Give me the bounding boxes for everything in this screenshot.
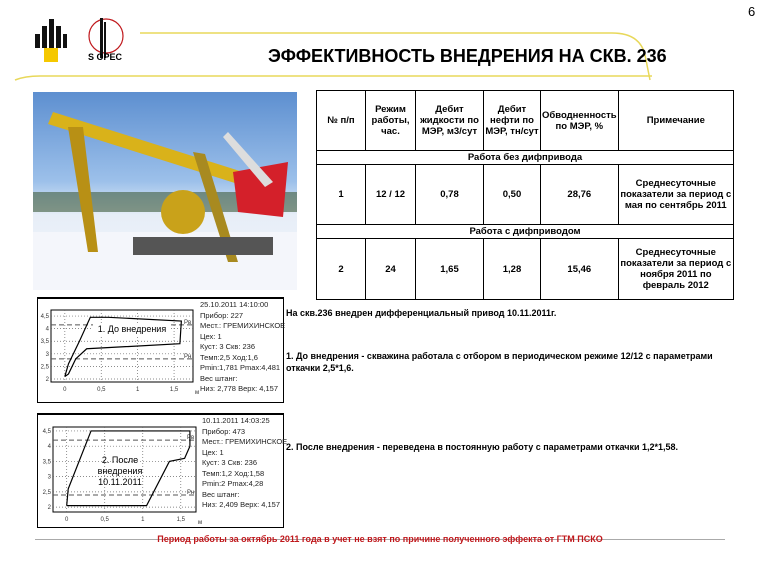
info-line: Цех: 1 (202, 447, 224, 457)
y-tick-label: 3 (47, 474, 51, 481)
y-tick-label: 3,5 (42, 459, 51, 466)
page-title: ЭФФЕКТИВНОСТЬ ВНЕДРЕНИЯ НА СКВ. 236 (268, 46, 667, 66)
info-line: Куст: 3 Скв: 236 (200, 342, 256, 351)
header-cell: Обводненность по МЭР, % (541, 91, 619, 151)
header-cell: Дебит жидкости по МЭР, м3/сут (416, 91, 484, 151)
sinopec-logo (82, 14, 128, 67)
cell: 1 (317, 165, 366, 225)
cell: 0,78 (416, 165, 484, 225)
y-tick-label: 3,5 (40, 339, 49, 346)
chart-info (200, 300, 285, 395)
info-line: Куст: 3 Скв: 236 (202, 458, 258, 467)
x-tick-label: 0,5 (97, 387, 106, 393)
x-tick-label: 0 (63, 387, 67, 393)
y-tick-label: 4,5 (42, 428, 51, 435)
y-tick-label: 2 (47, 505, 51, 512)
x-tick-label: 1,5 (176, 517, 185, 523)
svg-text:S OPEC: S OPEC (88, 52, 123, 62)
y-tick-label: 4,5 (40, 314, 49, 321)
info-line: Прибор: 473 (202, 426, 246, 436)
info-line: 25.10.2011 14:10:00 (200, 300, 269, 309)
efficiency-table (316, 90, 734, 300)
info-line: Темп:1,2 Ход:1,58 (202, 468, 265, 478)
table-row (317, 165, 734, 225)
page-number: 6 (748, 4, 756, 19)
y-tick-label: 2 (45, 376, 49, 383)
chart-caption: 2. После внедрения 10.11.2011 (97, 455, 143, 487)
header-cell: Дебит нефти по МЭР, тн/сут (484, 91, 541, 151)
info-line: Прибор: 227 (200, 310, 244, 320)
x-tick-label: 0 (65, 517, 69, 523)
chart-info (202, 416, 287, 511)
header-cell: Примечание (618, 91, 733, 151)
footer-note: Период работы за октябрь 2011 года в учет не взят по причине полученного эффекта от ГТМ ПСКО (157, 534, 603, 544)
info-line: Цех: 1 (200, 331, 222, 341)
cell: 15,46 (541, 239, 619, 300)
dynamogram-before (37, 297, 284, 403)
section-label: Работа без дифпривода (317, 151, 734, 165)
cell: 24 (366, 239, 416, 300)
y-tick-label: 2,5 (42, 489, 51, 496)
section-label: Работа с дифприводом (317, 225, 734, 239)
info-line: Pmin:1,781 Pmax:4,481 (200, 363, 281, 372)
after-text: 2. После внедрения - переведена в постоянную работу с параметрами откачки 1,2*1,58. (286, 442, 679, 452)
x-tick-label: 1,5 (169, 387, 179, 393)
cell: 1,65 (416, 239, 484, 300)
info-line: Вес штанг: (202, 489, 240, 499)
y-tick-label: 2,5 (40, 364, 49, 371)
info-line: Мест.: ГРЕМИХИНСКОЕ (200, 321, 286, 330)
cell: 2 (317, 239, 366, 300)
x-tick-label: 0,5 (100, 517, 109, 523)
cell: 28,76 (541, 165, 619, 225)
cell: 1,28 (484, 239, 541, 300)
x-tick-label: 1 (135, 387, 140, 393)
table-row (317, 239, 734, 300)
x-axis-label: м (198, 520, 203, 526)
dynamogram-after (37, 413, 288, 528)
ref-line-label: Рв (184, 319, 192, 326)
x-tick-label: 1 (141, 517, 145, 523)
info-line: Низ: 2,409 Верх: 4,157 (202, 500, 281, 509)
rosneft-logo (33, 16, 69, 69)
cell: Среднесуточные показатели за период с ноября 2011 по февраль 2012 (618, 239, 733, 300)
info-line: Темп:2,5 Ход:1,6 (200, 352, 258, 362)
info-line: Вес штанг: (200, 373, 238, 383)
pump-jack-photo (33, 92, 297, 290)
cell: Среднесуточные показатели за период с мая по сентябрь 2011 (618, 165, 733, 225)
y-tick-label: 3 (45, 351, 49, 358)
header-cell: № п/п (317, 91, 366, 151)
info-line: 10.11.2011 14:03:25 (202, 416, 270, 425)
info-line: Мест.: ГРЕМИХИНСКОЕ (202, 437, 288, 446)
y-tick-label: 4 (45, 326, 49, 333)
before-text: 1. До внедрения - скважина работала с отбором в периодическом режиме 12/12 с параметрами откачки 2,5*1,6. (286, 351, 713, 373)
info-line: Низ: 2,778 Верх: 4,157 (200, 384, 279, 393)
ref-line-label: Рн (187, 489, 195, 496)
x-axis-label: м (195, 390, 200, 396)
cell: 0,50 (484, 165, 541, 225)
ref-line-label: Рв (187, 435, 195, 442)
header-cell: Режим работы, час. (366, 91, 416, 151)
info-line: Pmin:2 Pmax:4,28 (202, 479, 264, 488)
chart-caption: 1. До внедрения (93, 324, 171, 335)
y-tick-label: 4 (47, 444, 51, 451)
intro-text: На скв.236 внедрен дифференциальный привод 10.11.2011г. (286, 308, 557, 318)
ref-line-label: Рн (184, 353, 192, 360)
cell: 12 / 12 (366, 165, 416, 225)
